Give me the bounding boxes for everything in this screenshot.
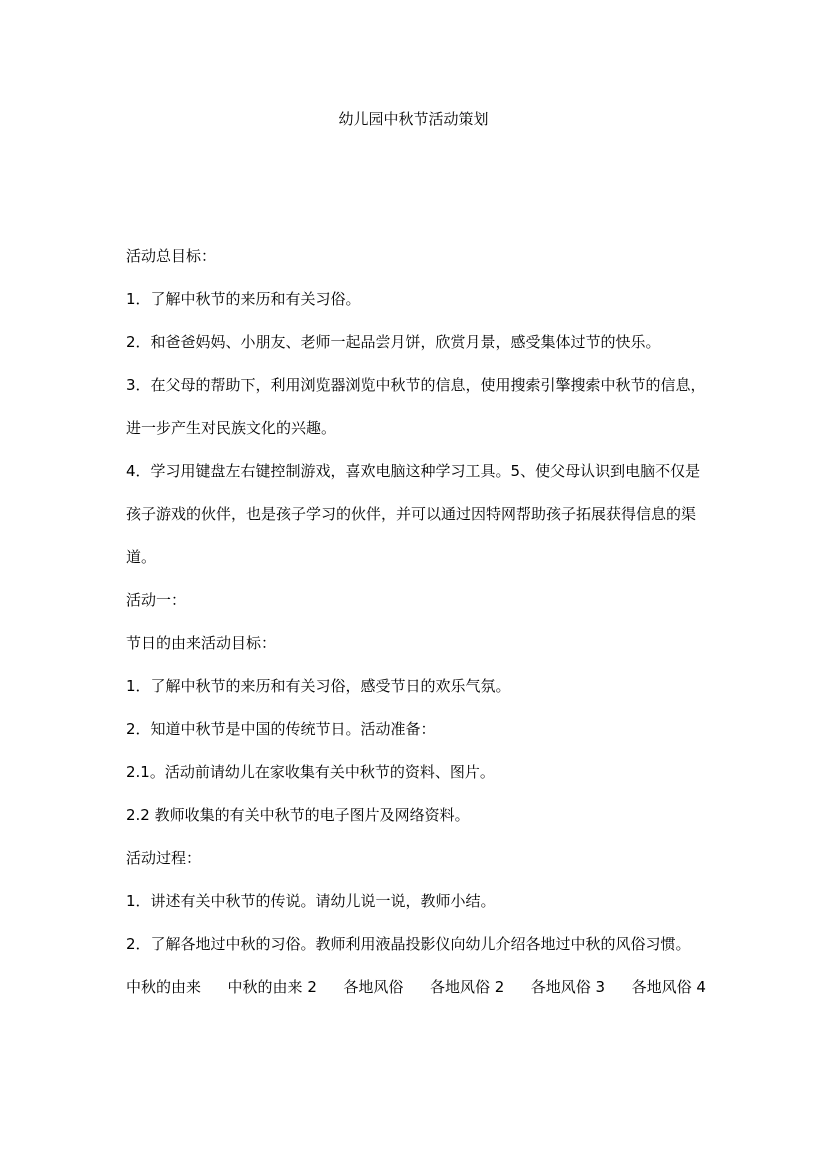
slide-title-item: 各地风俗 2 (429, 978, 505, 996)
paragraph: 1．讲述有关中秋节的传说。请幼儿说一说，教师小结。 (126, 892, 496, 910)
paragraph: 2．了解各地过中秋的习俗。教师利用液晶投影仪向幼儿介绍各地过中秋的风俗习惯。 (126, 935, 691, 953)
slide-title-item: 各地风俗 4 (631, 978, 706, 996)
paragraph: 4．学习用键盘左右键控制游戏，喜欢电脑这种学习工具。5、使父母认识到电脑不仅是孩子游戏的伙伴，也是孩子学习的伙伴，并可以通过因特网帮助孩子拓展获得信息的渠道。 (126, 462, 701, 566)
document-body (126, 235, 706, 1009)
paragraph: 活动过程： (126, 849, 202, 867)
slide-title-item: 中秋的由来 2 (227, 978, 317, 996)
paragraph: 2.1。活动前请幼儿在家收集有关中秋节的资料、图片。 (126, 763, 495, 781)
document-title: 幼儿园中秋节活动策划 (338, 110, 489, 128)
paragraph: 3．在父母的帮助下，利用浏览器浏览中秋节的信息，使用搜索引擎搜索中秋节的信息，进一步产生对民族文化的兴趣。 (126, 376, 706, 437)
paragraph: 活动总目标： (126, 247, 217, 265)
paragraph: 2．和爸爸妈妈、小朋友、老师一起品尝月饼，欣赏月景，感受集体过节的快乐。 (126, 333, 661, 351)
slide-title-item: 各地风俗 (343, 978, 404, 996)
paragraph: 1．了解中秋节的来历和有关习俗。 (126, 290, 361, 308)
paragraph: 活动一： (126, 591, 187, 609)
slide-title-row (126, 966, 706, 1009)
slide-title-item: 中秋的由来 (126, 978, 202, 996)
slide-title-item: 各地风俗 3 (530, 978, 606, 996)
paragraph: 2.2 教师收集的有关中秋节的电子图片及网络资料。 (126, 806, 470, 824)
paragraph: 1．了解中秋节的来历和有关习俗，感受节日的欢乐气氛。 (126, 677, 511, 695)
paragraph: 2．知道中秋节是中国的传统节日。活动准备： (126, 720, 436, 738)
paragraph: 节日的由来活动目标： (126, 634, 277, 652)
